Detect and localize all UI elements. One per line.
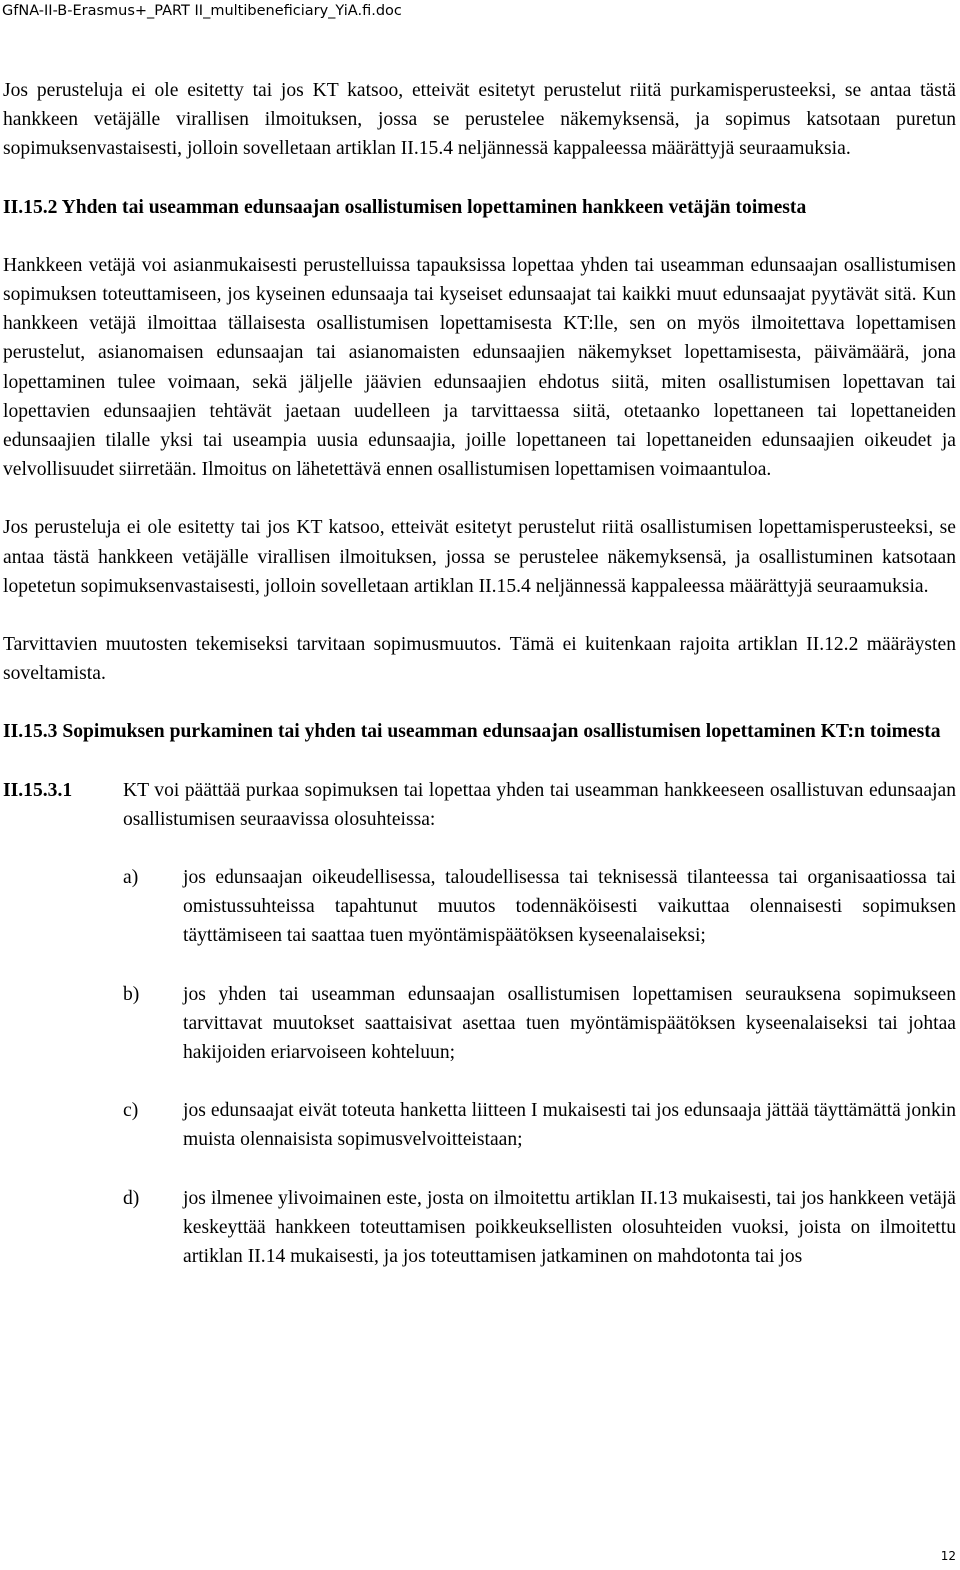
list-item (3, 1096, 956, 1154)
clause-number: II.15.3.1 (3, 779, 73, 801)
list-item-label: c) (123, 1100, 139, 1122)
document-body (3, 76, 956, 1271)
list-item (3, 980, 956, 1068)
clause-text: KT voi päättää purkaa sopimuksen tai lopettaa yhden tai useamman hankkeeseen osallistuvan edunsaajan osallistumisen seuraavissa olosuhteissa: (123, 779, 956, 830)
list-item-label: a) (123, 867, 139, 889)
paragraph: Jos perusteluja ei ole esitetty tai jos KT katsoo, etteivät esitetyt perustelut riitä purkamisperusteeksi, se antaa tästä hankkeen vetäjälle virallisen ilmoituksen, jossa se perustelee näkemyksensä, ja sopimus katsotaan puretun sopimuksenvastaisesti, jolloin sovelletaan artiklan II.15.4 neljännessä kappaleessa määrättyjä seuraamuksia. (3, 80, 956, 160)
list-item-text: jos yhden tai useamman edunsaajan osallistumisen lopettamisen seurauksena sopimukseen tarvittavat muutokset saattaisivat asettaa tuen myöntämispäätöksen kyseenalaiseksi tai johtaa hakijoiden eriarvoiseen kohteluun; (183, 983, 956, 1064)
list-item-text: jos ilmenee ylivoimainen este, josta on ilmoitettu artiklan II.13 mukaisesti, tai jos hankkeen vetäjä keskeyttää hankkeen toteuttamisen poikkeuksellisten olosuhteiden vuoksi, joista on ilmoitettu artiklan II.14 mukaisesti, ja jos toteuttamisen jatkaminen on mahdotonta tai jos (183, 1187, 956, 1268)
paragraph: Tarvittavien muutosten tekemiseksi tarvitaan sopimusmuutos. Tämä ei kuitenkaan rajoita artiklan II.12.2 määräysten soveltamista. (3, 634, 956, 685)
list-item-label: d) (123, 1187, 140, 1209)
document-filename: GfNA-II-B-Erasmus+_PART II_multibeneficiary_YiA.fi.doc (2, 3, 402, 19)
list-item-label: b) (123, 983, 140, 1005)
list-item-text: jos edunsaajat eivät toteuta hanketta liitteen I mukaisesti tai jos edunsaaja jättää täyttämättä jonkin muista olennaisista sopimusvelvoitteistaan; (183, 1100, 956, 1151)
section-heading: II.15.2 Yhden tai useamman edunsaajan osallistumisen lopettaminen hankkeen vetäjän toimesta (3, 196, 807, 218)
list-item (3, 1184, 956, 1272)
list-item (3, 863, 956, 951)
paragraph: Hankkeen vetäjä voi asianmukaisesti perustelluissa tapauksissa lopettaa yhden tai useamman edunsaajan osallistumisen sopimuksen toteuttamiseen, jos kyseinen edunsaaja tai kyseiset edunsaajat tai kaikki muut edunsaajat pyytävät sitä. Kun hankkeen vetäjä ilmoittaa tällaisesta osallistumisen lopettamisesta KT:lle, sen on myös ilmoitettava lopettamisen perustelut, asianomaisen edunsaajan tai asianomaisten edunsaajien näkemykset lopettamisesta, päivämäärä, jona lopettaminen tulee voimaan, sekä jäljelle jäävien edunsaajien ehdotus siitä, miten osallistumisen lopettavan tai lopettavien edunsaajien tehtävät jaetaan uudelleen ja tarvittaessa siitä, otetaanko lopettaneen tai lopettaneiden edunsaajien tilalle yksi tai useampia uusia edunsaajia, joille lopettaneen tai lopettaneiden edunsaajien oikeudet ja velvollisuudet siirretään. Ilmoitus on lähetettävä ennen osallistumisen lopettamisen voimaantuloa. (3, 254, 956, 481)
clause (3, 776, 956, 834)
section-heading: II.15.3 Sopimuksen purkaminen tai yhden tai useamman edunsaajan osallistumisen lopettaminen KT:n toimesta (3, 721, 941, 743)
list-item-text: jos edunsaajan oikeudellisessa, taloudellisessa tai teknisessä tilanteessa tai organisaatiossa tai omistussuhteissa tapahtunut muutos todennäköisesti vaikuttaa olennaisesti sopimuksen täyttämiseen tai saattaa tuen myöntämispäätöksen kyseenalaiseksi; (183, 867, 956, 947)
paragraph: Jos perusteluja ei ole esitetty tai jos KT katsoo, etteivät esitetyt perustelut riitä osallistumisen lopettamisperusteeksi, se antaa tästä hankkeen vetäjälle virallisen ilmoituksen, jossa se perustelee näkemyksensä, ja osallistuminen katsotaan lopetetun sopimuksenvastaisesti, jolloin sovelletaan artiklan II.15.4 neljännessä kappaleessa määrättyjä seuraamuksia. (3, 517, 956, 597)
page-number: 12 (940, 1549, 956, 1563)
